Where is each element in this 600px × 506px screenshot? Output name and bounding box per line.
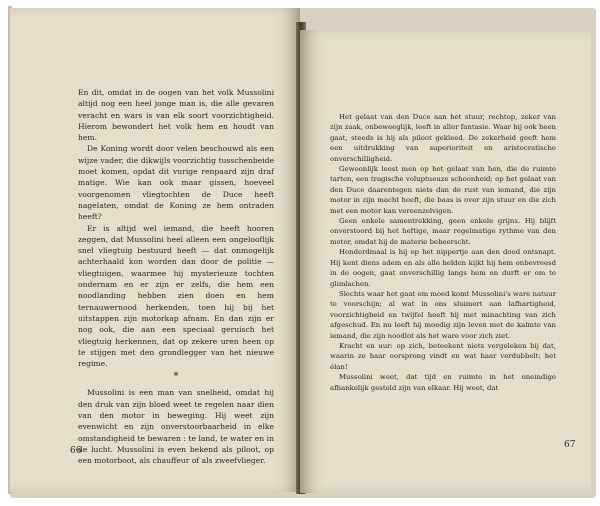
paragraph: Honderdmaal is hij op het nippertje aan den dood ontsnapt. Hij kent diens adem en als alle helden kijkt hij hem onbevreesd in de oogen, gaat onverschillig langs hem en durft er om te glimlachen. bbox=[330, 248, 556, 288]
left-page-text bbox=[78, 87, 274, 467]
right-page bbox=[300, 30, 591, 493]
paragraph: En dit, omdat in de oogen van het volk Mussolini altijd nog een heel jonge man is, die alle gevaren veracht en wars is van elk soort voorzichtigheid. Hierom bewondert het volk hem en houdt van hem. bbox=[78, 88, 274, 143]
section-separator: * bbox=[173, 371, 179, 383]
paragraph: Gewoonlijk leest men op het gelaat van hen, die de ruimte tarten, een tragische voluptueuze schoonheid; op het gelaat van den Duce daarentegen niets dan de rust van iemand, die zijn motor in zijn macht heeft, die baas is over zijn stuur en die zich met een motor kan vereenzelvigen. bbox=[330, 165, 556, 215]
paragraph: Het gelaat van den Duce aan het stuur, rechtop, zeker van zijn zaak, onbeweeglijk, leeft in aller fantasie. Waar hij ook heen gaat, steeds is hij als piloot gekleed. De zekerheid geeft hem een uitdrukking van superioriteit en aristocratische onverschilligheid. bbox=[330, 113, 556, 163]
paragraph: Mussolini weet, dat tijd en ruimte in het oneindige afhankelijk gesteld zijn van elkaar. Hij weet, dat bbox=[330, 373, 556, 392]
page-number: 67 bbox=[564, 440, 576, 450]
paragraph: Kracht en uur: op zich, beteekent niets vergeleken bij dat, waarin ze haar oorsprong vindt en wat haar verdubbelt: het élan! bbox=[330, 341, 556, 371]
paragraph: Slechts waar het gaat om moed komt Mussolini's ware natuur te voorschijn; al wat in ons sluimert aan lafhartigheid, voorzichtigheid en twijfel heeft hij met minachting van zich afgeschud. En nu leeft hij moedig zijn leven met de kalmte van iemand, die zijn noodlot als het ware voor zich ziet. bbox=[330, 289, 556, 340]
right-page-text bbox=[330, 112, 556, 393]
paragraph: De Koning wordt door velen beschouwd als een wijze vader, die dikwijls voorzichtig tusschenbeide moet komen, opdat dit vurige renpaard zijn draf matige. Wie kan ook maar gissen, hoeveel voorgenomen vliegtochten de Duce heeft nagelaten, omdat de Koning ze hem ontraden heeft? bbox=[78, 144, 274, 222]
left-page bbox=[10, 8, 300, 492]
paragraph: Er is altijd wel iemand, die heeft hooren zeggen, dat Mussolini heel alleen een ongelooflijk snel vliegtuig bestuurd heeft — dat onmogelijk achterhaald kon worden dan door de politie — vliegtuigen, waarmee hij mysterieuze tochten ondernam en er zijn er zelfs, die hem een noodlanding hebben zien doen en hem ternauwernood herkenden, toen hij bij het uitstappen zijn motorkap afnam. En dan zijn er nog ook, die aan een speciaal geruisch het vliegtuig herkennen, dat op zekere uren heen op te stijgen met den grondlegger van het nieuwe regime. bbox=[78, 223, 274, 369]
paragraph: Geen enkele samentrekking, geen enkele grijns. Hij blijft onverstoord bij het heftige, maar regelmatige rythme van den motor, omdat hij de materie beheerscht. bbox=[330, 217, 556, 246]
page-number: 66 bbox=[70, 446, 82, 456]
paragraph: Mussolini is een man van snelheid, omdat hij den druk van zijn bloed weet te regelen naar dien van den motor in beweging. Hij weet zijn evenwicht en zijn onverstoorbaarheid in elke omstandigheid te bewaren : te land, te water en in de lucht. Mussolini is even bekend als piloot, op een motorboot, als chauffeur of als zweefvlieger. bbox=[78, 388, 274, 466]
